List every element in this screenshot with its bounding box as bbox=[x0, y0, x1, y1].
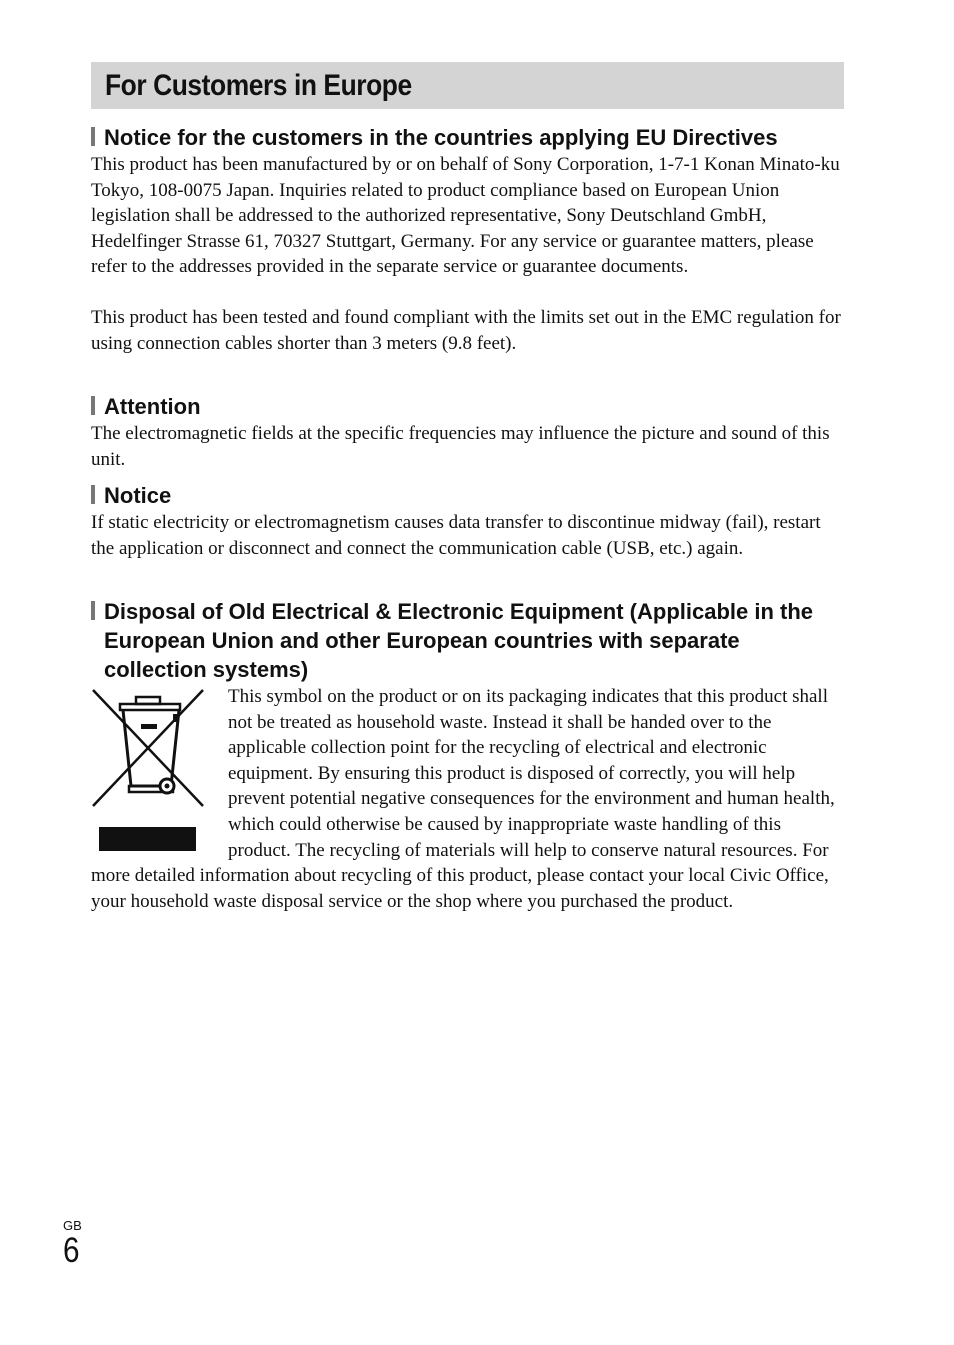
page-footer bbox=[63, 1219, 82, 1269]
title-bar bbox=[91, 62, 844, 109]
eu-notice-paragraph-2: This product has been tested and found compliant with the limits set out in the EMC regulation for using connection cables shorter than 3 meters (9.8 feet). bbox=[91, 306, 841, 354]
eu-notice-heading: Notice for the customers in the countries applying EU Directives bbox=[91, 123, 844, 152]
notice-section bbox=[91, 481, 844, 561]
disposal-content bbox=[91, 684, 844, 914]
notice-body: If static electricity or electromagnetism causes data transfer to discontinue midway (fail), restart the application or disconnect and connect the communication cable (USB, etc.) again. bbox=[91, 512, 821, 559]
attention-section bbox=[91, 392, 844, 472]
region-code: GB bbox=[63, 1218, 82, 1233]
disposal-heading: Disposal of Old Electrical & Electronic Equipment (Applicable in the European Union and other European countries with separate collection systems) bbox=[91, 597, 844, 684]
crossed-out-wheelie-bin-icon bbox=[91, 688, 207, 860]
eu-notice-paragraph-1: This product has been manufactured by or on behalf of Sony Corporation, 1-7-1 Konan Minato-ku Tokyo, 108-0075 Japan. Inquiries related to product compliance based on European Union legislation shall be addressed to the authorized representative, Sony Deutschland GmbH, Hedelfinger Strasse 61, 70327 Stuttgart, Germany. For any service or guarantee matters, please refer to the addresses provided in the separate service or guarantee documents. bbox=[91, 154, 840, 278]
attention-heading: Attention bbox=[91, 392, 844, 421]
page-number: 6 bbox=[63, 1231, 80, 1270]
notice-heading: Notice bbox=[91, 481, 844, 510]
eu-notice-section bbox=[91, 123, 844, 356]
page-title: For Customers in Europe bbox=[105, 69, 412, 102]
disposal-body: This symbol on the product or on its packaging indicates that this product shall not be treated as household waste. Instead it shall be handed over to the applicable collection point for the recycling of electrical and electronic equipment. By ensuring this product is disposed of correctly, you will help prevent potential negative consequences for the environment and human health, which could otherwise be caused by inappropriate waste handling of this product. The recycling of materials will help to conserve natural resources. For more detailed information about recycling of this product, please contact your local Civic Office, your household waste disposal service or the shop where you purchased the product. bbox=[91, 686, 835, 912]
disposal-section bbox=[91, 597, 844, 914]
attention-body: The electromagnetic fields at the specific frequencies may influence the picture and sound of this unit. bbox=[91, 423, 830, 470]
